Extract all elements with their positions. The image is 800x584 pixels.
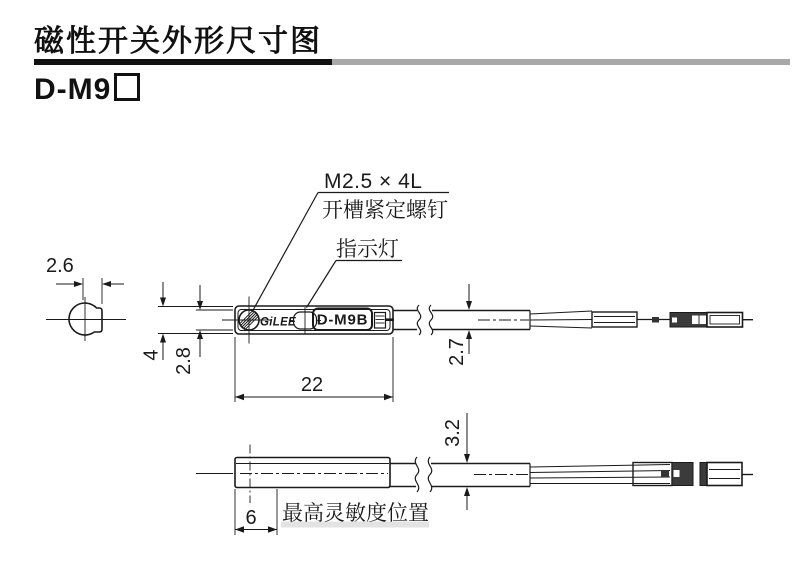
dim-4-value: 4 [140,349,163,361]
reed-element [375,313,395,329]
wire [530,320,592,321]
arrowhead [102,281,111,287]
screw-name-label: 开槽紧定螺钉 [322,199,448,222]
lead-wire-side-view [530,311,753,328]
model-marking-plate [313,309,372,331]
dimension-cable-height [446,284,472,366]
dim-2-7-value: 2.7 [446,338,468,366]
wire-sheath [592,312,637,327]
reed-element-outline [375,313,386,329]
model-series-text: D-M9 [34,73,112,106]
arrowhead [464,454,470,463]
dim-22-value: 22 [300,374,324,396]
wire [530,471,670,473]
arrowhead [74,281,83,287]
dimension-body-length [235,337,393,402]
arrowhead [464,487,470,496]
end-view [46,297,126,341]
plan-view [196,445,753,504]
connector-shell-inner [710,316,740,325]
arrowhead [466,301,472,310]
leader-indicator-light [307,238,403,308]
wire [530,311,592,314]
arrowhead [235,394,244,400]
screw-spec-label: M2.5 × 4L [324,170,423,193]
arrowhead [466,330,472,339]
arrowhead [384,394,393,400]
front-view [158,297,753,344]
wire [530,326,592,328]
connector-tick [661,470,669,477]
page-title: 磁性开关外形尺寸图 [34,25,322,58]
arrowhead [160,334,166,343]
cable-plan-view [390,457,530,492]
cable-break-mark [417,305,420,335]
dim-2-8-value: 2.8 [173,347,195,375]
dim-2-6-value: 2.6 [46,255,74,277]
leader-line [307,261,337,308]
arrowhead [197,330,203,339]
arrowhead [268,526,277,532]
dimension-sensitivity-position [235,489,429,535]
dimension-body-height [141,282,167,361]
dimension-cable-width [442,413,470,510]
wire [530,465,670,468]
connector-shell [707,313,743,328]
lead-wire-plan-view [530,463,753,486]
brand-marking: GiLEE [260,316,297,329]
arrowhead [235,526,244,532]
connector-tick [652,317,659,323]
cable-side-view [393,305,530,335]
leader-line [252,193,318,313]
indicator-label: 指示灯 [336,238,399,261]
dim-6-value: 6 [245,507,257,529]
end-view-outline [69,303,102,335]
connector-shell [707,463,742,486]
connector-slot [674,470,680,477]
dim-3-2-value: 3.2 [442,419,464,447]
wire [530,477,670,478]
arrowhead [197,301,203,310]
screw-slot-hatch [241,312,255,326]
model-marking-text: D-M9B [316,311,369,329]
dimension-end-width [46,255,124,304]
sensitivity-note-label: 最高灵敏度位置 [282,502,429,525]
connector-strip [700,463,707,486]
screw-slot-hatch [244,315,258,329]
arrowhead [160,298,166,307]
cable-break-mark [429,305,432,335]
connector-slot [672,318,677,323]
switch-body-plan-outline [235,458,390,488]
